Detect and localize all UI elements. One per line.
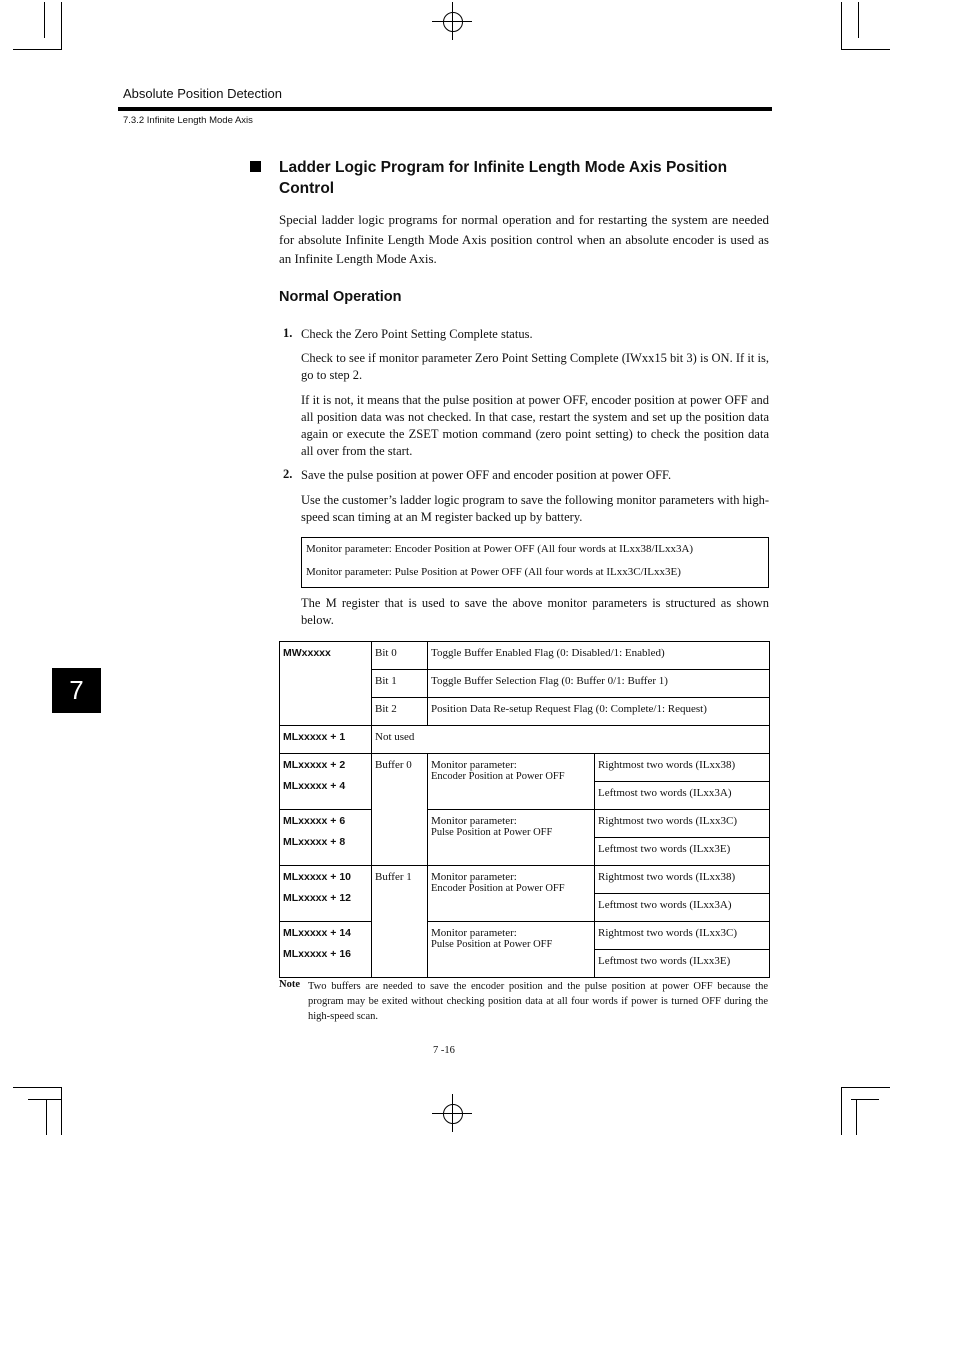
crop-mark	[44, 2, 45, 38]
crop-mark	[61, 1087, 62, 1135]
crop-mark	[28, 1099, 62, 1100]
step-2-text: Save the pulse position at power OFF and encoder position at power OFF.	[301, 468, 672, 482]
monitor-parameter-line-1: Monitor parameter: Encoder Position at Power OFF (All four words at ILxx38/ILxx3A)	[306, 543, 694, 555]
bit-description-cell: Toggle Buffer Enabled Flag (0: Disabled/1: Enabled)	[428, 642, 770, 670]
page-number: 7 -16	[433, 1045, 455, 1056]
crop-mark	[841, 49, 890, 50]
word-cell: Leftmost two words (ILxx3E)	[595, 838, 770, 866]
monitor-parameter-box	[301, 537, 769, 588]
bit-cell: Bit 2	[372, 698, 428, 726]
monitor-parameter-prefix: Monitor parameter:	[431, 927, 517, 939]
table-row	[280, 754, 770, 782]
step-1-paragraph-1: Check to see if monitor parameter Zero Point Setting Complete (IWxx15 bit 3) is ON. If it is, go to step 2.	[301, 351, 769, 382]
table-row	[280, 726, 770, 754]
table-row	[280, 922, 770, 950]
monitor-parameter-name: Encoder Position at Power OFF	[431, 771, 565, 782]
register-label: MLxxxxx + 10	[283, 871, 352, 883]
crop-mark	[841, 2, 842, 50]
crop-mark	[46, 1099, 47, 1135]
bit-cell: Bit 0	[372, 642, 428, 670]
buffer-cell: Buffer 1	[372, 866, 428, 978]
register-cell	[280, 754, 372, 810]
monitor-parameter-cell	[428, 810, 595, 866]
crop-mark	[432, 21, 472, 22]
m-register-structure-table	[279, 641, 770, 978]
step-1-text: Check the Zero Point Setting Complete status.	[301, 327, 533, 341]
monitor-parameter-line-2: Monitor parameter: Pulse Position at Power OFF (All four words at ILxx3C/ILxx3E)	[306, 566, 681, 578]
step-1-paragraph-2: If it is not, it means that the pulse position at power OFF, encoder position at power OFF and all position data was not checked. In that case, restart the system and set up the position data again or execute the ZSET motion command (zero point setting) to check the position data all over from the start.	[301, 393, 769, 458]
bit-description-cell: Toggle Buffer Selection Flag (0: Buffer 0/1: Buffer 1)	[428, 670, 770, 698]
crop-mark	[841, 1087, 842, 1135]
table-row	[280, 866, 770, 894]
word-cell: Rightmost two words (ILxx3C)	[595, 922, 770, 950]
monitor-parameter-prefix: Monitor parameter:	[431, 815, 517, 827]
register-label: MLxxxxx + 16	[283, 948, 352, 960]
register-cell	[280, 866, 372, 922]
word-cell: Rightmost two words (ILxx38)	[595, 754, 770, 782]
bit-cell: Bit 1	[372, 670, 428, 698]
table-row	[280, 642, 770, 670]
monitor-parameter-name: Encoder Position at Power OFF	[431, 883, 565, 894]
crop-mark	[13, 49, 62, 50]
crop-mark	[432, 1113, 472, 1114]
word-cell: Rightmost two words (ILxx3C)	[595, 810, 770, 838]
note-label: Note	[279, 979, 300, 990]
header-rule	[118, 107, 772, 111]
monitor-parameter-cell	[428, 922, 595, 978]
monitor-parameter-name: Pulse Position at Power OFF	[431, 827, 553, 838]
running-header-title: Absolute Position Detection	[123, 86, 282, 101]
register-label: MLxxxxx + 8	[283, 836, 346, 848]
register-label: MLxxxxx + 14	[283, 927, 352, 939]
monitor-parameter-prefix: Monitor parameter:	[431, 759, 517, 771]
not-used-cell: Not used	[372, 726, 770, 754]
word-cell: Leftmost two words (ILxx3A)	[595, 894, 770, 922]
table-row	[280, 810, 770, 838]
crop-mark	[858, 2, 859, 38]
running-header-subsection: 7.3.2 Infinite Length Mode Axis	[123, 115, 253, 126]
register-cell	[280, 922, 372, 978]
monitor-parameter-cell	[428, 754, 595, 810]
crop-mark	[856, 1099, 857, 1135]
step-2-number: 2.	[283, 467, 293, 481]
intro-paragraph: Special ladder logic programs for normal operation and for restarting the system are needed for absolute Infinite Length Mode Axis position control when an absolute encoder is used as an Infinite Length Mode Axis.	[279, 212, 769, 266]
crop-mark	[13, 1087, 62, 1088]
register-label: MLxxxxx + 6	[283, 815, 346, 827]
register-cell	[280, 810, 372, 866]
section-heading: Ladder Logic Program for Infinite Length Mode Axis Position Control	[279, 159, 728, 197]
step-1-number: 1.	[283, 326, 293, 340]
crop-mark	[841, 1087, 890, 1088]
monitor-parameter-name: Pulse Position at Power OFF	[431, 939, 553, 950]
step-2-paragraph-2: The M register that is used to save the above monitor parameters is structured as shown below.	[301, 596, 769, 627]
register-cell: MWxxxxx	[280, 642, 372, 726]
register-label: MLxxxxx + 4	[283, 780, 346, 792]
word-cell: Leftmost two words (ILxx3E)	[595, 950, 770, 978]
register-label: MLxxxxx + 2	[283, 759, 346, 771]
subsection-heading: Normal Operation	[279, 289, 402, 305]
crop-mark	[61, 2, 62, 50]
register-label: MLxxxxx + 12	[283, 892, 352, 904]
monitor-parameter-prefix: Monitor parameter:	[431, 871, 517, 883]
chapter-tab: 7	[52, 668, 101, 713]
bit-description-cell: Position Data Re-setup Request Flag (0: Complete/1: Request)	[428, 698, 770, 726]
step-2-paragraph-1: Use the customer’s ladder logic program to save the following monitor parameters with high-speed scan timing at an M register backed up by battery.	[301, 493, 769, 524]
monitor-parameter-cell	[428, 866, 595, 922]
buffer-cell: Buffer 0	[372, 754, 428, 866]
registration-mark	[443, 1104, 463, 1124]
word-cell: Rightmost two words (ILxx38)	[595, 866, 770, 894]
register-cell: MLxxxxx + 1	[280, 726, 372, 754]
section-bullet-icon	[250, 161, 261, 172]
registration-mark	[443, 12, 463, 32]
note-text: Two buffers are needed to save the encoder position and the pulse position at power OFF because the program may be exited without checking position data at all four words if power is turned OFF during the high-speed scan.	[308, 981, 768, 1022]
word-cell: Leftmost two words (ILxx3A)	[595, 782, 770, 810]
